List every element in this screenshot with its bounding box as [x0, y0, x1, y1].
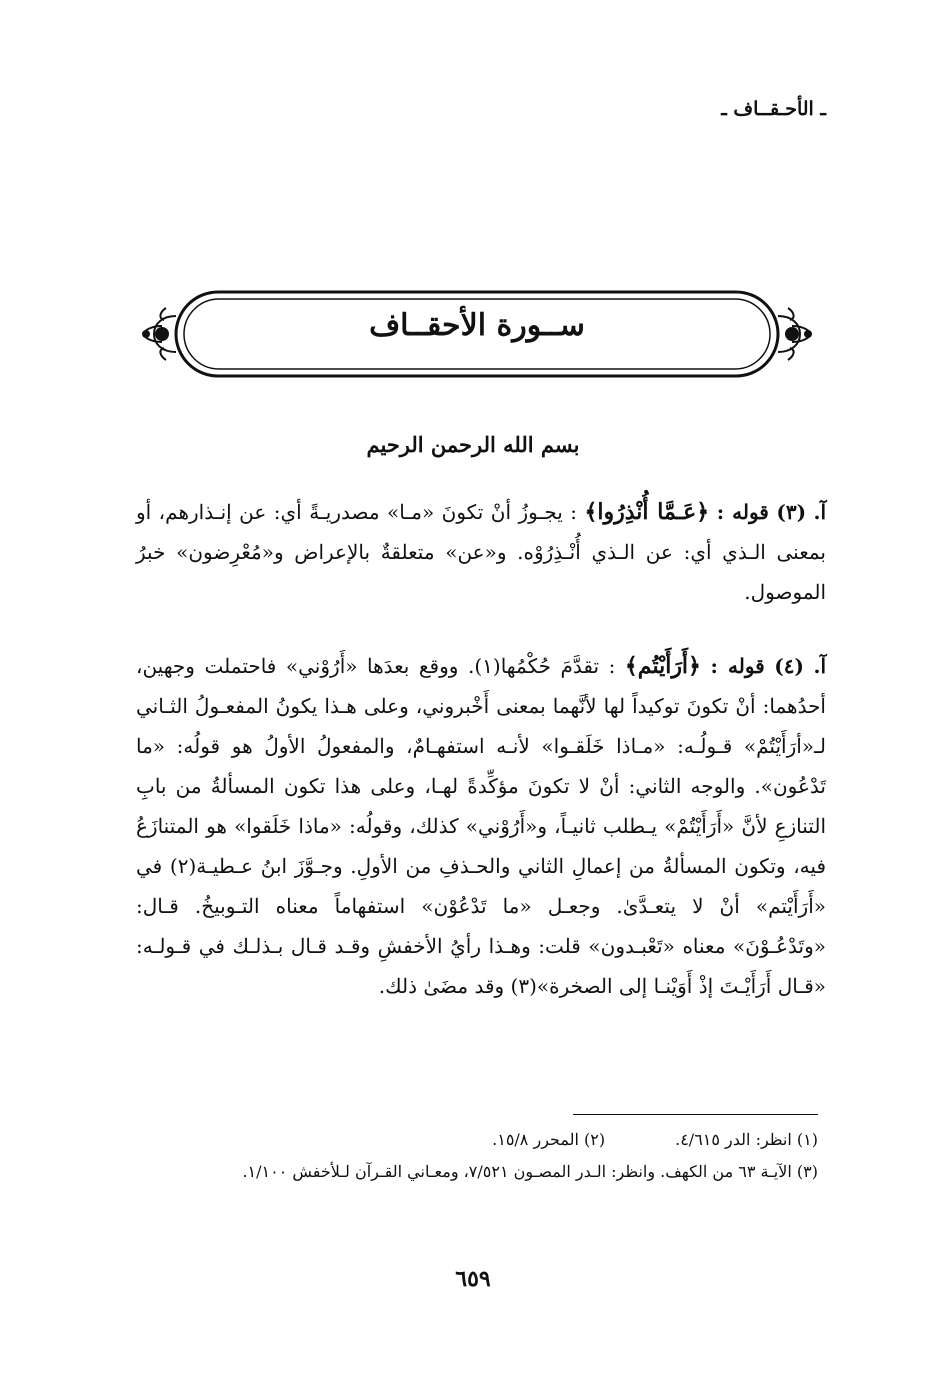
footnote-divider — [573, 1114, 818, 1115]
footnotes — [128, 1124, 818, 1188]
commentary-text: : يجـوزُ أنْ تكونَ «مـا» مصدريـةً أي: عن إنـذارهم، أو بمعنى الـذي أي: عن الـذي أُنْـذِرُوْه. و«عن» متعلقةٌ بالإعراض و«مُعْرِضون» خبرُ الموصول. — [136, 500, 826, 604]
verse-number: (٤) — [774, 654, 804, 678]
quran-quote: ﴿أَرَأَيْتُم﴾ — [624, 653, 701, 679]
qawl-label: قوله : — [710, 654, 765, 678]
page-number: ٦٥٩ — [455, 1266, 491, 1292]
footnote-2: (٢) المحرر ١٥/٨. — [492, 1130, 606, 1149]
verse-marker: آ. — [813, 654, 827, 678]
commentary-paragraph — [136, 492, 826, 612]
verse-marker: آ. — [813, 500, 827, 524]
quran-quote: ﴿عَـمَّا أُنْذِرُوا﴾ — [584, 499, 710, 525]
qawl-label: قوله : — [716, 500, 769, 524]
surah-title-frame — [132, 286, 822, 382]
basmala: بسم الله الرحمن الرحيم — [366, 432, 580, 457]
footnote-1: (١) انظر: الدر ٤/٦١٥. — [675, 1130, 818, 1149]
running-head: ـ الأحـقــاف ـ — [721, 98, 826, 120]
surah-title: ســورة الأحقــاف — [369, 308, 585, 343]
commentary-paragraph — [136, 646, 826, 1006]
footnote-3: (٣) الآيـة ٦٣ من الكهف. وانظر: الـدر المصـون ٧/٥٢١، ومعـاني القـرآن لـلأخفش ١/١٠٠. — [242, 1162, 818, 1181]
footnote-row — [128, 1124, 818, 1156]
commentary-text: : تقدَّمَ حُكْمُها(١). ووقع بعدَها «أَرُوْني» فاحتملت وجهين، أحدُهما: أنْ تكونَ توكيداً لها لأنَّهما بمعنى أَخْبروني، وعلى هـذا يكونُ المفعـولُ الثـاني لـ«أرَأَيْتُمْ» قـولُـه: «مـاذا خَلَقـوا» لأنـه استفهـامٌ، والمفعولُ الأولُ هو قولُه: «ما تَدْعُون». والوجه الثاني: أنْ لا تكونَ مؤكِّدةً لهـا، وعلى هذا تكون المسألةُ من بابِ التنازعِ لأنَّ «أَرَأَيْتُمْ» يـطلب ثانيـاً، و«أَرُوْني» كذلك، وقولُه: «ماذا خَلَقوا» هو المتنازَعُ فيه، وتكون المسألةُ من إعمالِ الثاني والحـذفِ من الأولِ. وجـوَّزَ ابنُ عـطيـة(٢) في «أَرَأَيْتم» أنْ لا يتعـدَّىٰ. وجعـل «ما تَدْعُوْن» استفهاماً معناه التـوبيخُ. قـال: «وتَدْعُـوْنَ» معناه «تَعْبـدون» قلت: وهـذا رأيُ الأخفشِ وقـد قـال بـذلـك في قـولـه: «قـال أَرَأَيْـتَ إذْ أَوَيْنـا إلى الصخرة»(٣) وقد مضَىٰ ذلك. — [136, 654, 827, 998]
verse-number: (٣) — [776, 500, 807, 524]
